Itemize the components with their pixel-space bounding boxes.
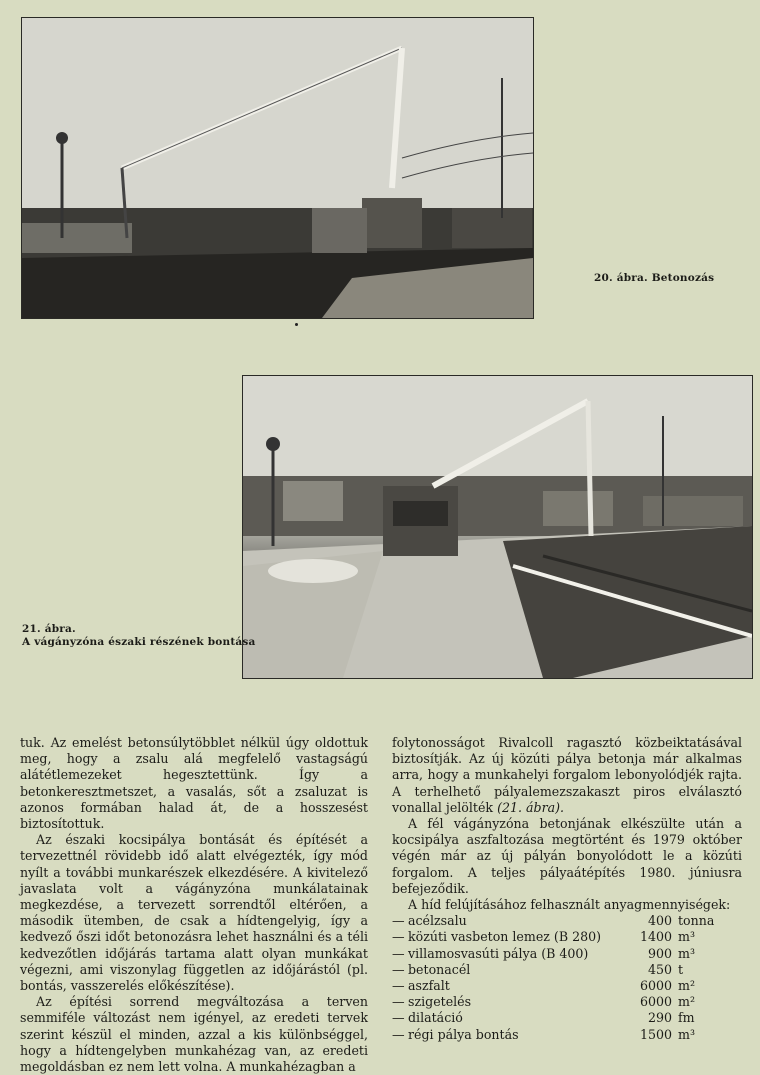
figure-21-caption-number: 21. ábra. (22, 623, 76, 635)
paragraph (392, 735, 742, 816)
figure-20-caption: 20. ábra. Betonozás (594, 272, 715, 284)
material-name: betonacél (408, 961, 471, 977)
material-name: dilatáció (408, 1010, 463, 1026)
material-unit: t (678, 961, 684, 977)
list-item (392, 913, 742, 929)
list-item (392, 962, 742, 978)
figure-21-photo (242, 375, 753, 679)
list-dash: — (392, 1010, 405, 1026)
material-unit: m² (678, 977, 695, 993)
concrete-pump-illustration (22, 18, 533, 318)
list-item (392, 929, 742, 945)
material-quantity: 6000 (639, 977, 672, 993)
track-zone-demolition-illustration (243, 376, 752, 678)
paragraph: A híd felújításához felhasznált anyagmennyiségek: (408, 897, 731, 913)
paragraph: tuk. Az emelést betonsúlytöbblet nélkül úgy oldottuk meg, hogy a zsalu alá megfelelő vastagságú alátétlemezeket hegesztettünk. Így a betonkeresztmetszet, a vasalás, sőt a zsaluzat is azonos formában halad át, de a hosszesést biztosítottuk. (20, 735, 368, 832)
material-name: közúti vasbeton lemez (B 280) (408, 929, 602, 945)
right-text-column (392, 735, 742, 1043)
material-unit: m³ (678, 1026, 695, 1042)
material-name: aszfalt (408, 977, 450, 993)
figure-21-caption (22, 623, 255, 649)
material-quantity: 450 (647, 961, 672, 977)
material-quantity: 1500 (639, 1026, 672, 1042)
list-dash: — (392, 929, 405, 945)
material-quantities-list (392, 913, 742, 1043)
material-name: szigetelés (408, 994, 472, 1010)
material-quantity: 1400 (639, 929, 672, 945)
material-name: acélzsalu (408, 913, 467, 929)
list-item (392, 1027, 742, 1043)
material-name: villamosvasúti pálya (B 400) (408, 945, 589, 961)
material-name: régi pálya bontás (408, 1026, 519, 1042)
figure-reference: (21. ábra). (497, 799, 565, 815)
list-item (392, 946, 742, 962)
list-item (392, 1010, 742, 1026)
figure-20-photo (21, 17, 534, 319)
paragraph: A fél vágányzóna betonjának elkészülte után a kocsipálya aszfaltozása megtörtént és 1979 október végén már az új pályán bonyolódott le a közúti forgalom. A teljes pályaátépítés 1980. júniusra befejeződik. (392, 816, 742, 896)
material-unit: m² (678, 994, 695, 1010)
figure-21-caption-text: A vágányzóna északi részének bontása (22, 636, 256, 648)
material-quantity: 900 (647, 945, 672, 961)
material-quantity: 290 (647, 1010, 672, 1026)
paragraph: Az építési sorrend megváltozása a terven semmiféle változást nem igényel, az eredeti tervek szerint készül el minden, azzal a kis különbséggel, hogy a hídtengelyben munkahézag van, az eredeti megoldásban ez nem lett volna. A munkahézagban a (20, 994, 368, 1075)
list-dash: — (392, 977, 405, 993)
material-unit: m³ (678, 929, 695, 945)
list-item (392, 978, 742, 994)
list-item (392, 994, 742, 1010)
print-speck (295, 323, 298, 326)
material-unit: fm (678, 1010, 695, 1026)
material-unit: m³ (678, 945, 695, 961)
left-text-column (20, 735, 368, 1075)
paragraph: Az északi kocsipálya bontását és építését a tervezettnél rövidebb idő alatt elvégezték, így mód nyílt a további munkarészek elkezdésére. A kivitelező javaslata volt a vágányzóna munkálatainak megkezdése, a tervezett sorrendtől eltérően, a második ütemben, de csak a hídtengelyig, így a kedvező őszi időt betonozásra lehet használni és a téli kedvezőtlen időjárás tartama alatt olyan munkákat végezni, ami viszonylag független az időjárástól (pl. bontás, vasszerelés előkészítése). (20, 832, 368, 994)
list-dash: — (392, 945, 405, 961)
material-unit: tonna (678, 913, 715, 929)
list-dash: — (392, 994, 405, 1010)
list-dash: — (392, 961, 405, 977)
material-quantity: 400 (647, 913, 672, 929)
material-quantity: 6000 (639, 994, 672, 1010)
paragraph-text: folytonosságot Rivalcoll ragasztó közbeiktatásával biztosítják. Az új közúti pálya betonja már alkalmas arra, hogy a munkahelyi forgalom lebonyolódjék rajta. A terhelhető pályalemezszakaszt piros elválasztó vonallal jelölték (392, 735, 742, 815)
list-dash: — (392, 913, 405, 929)
list-dash: — (392, 1026, 405, 1042)
